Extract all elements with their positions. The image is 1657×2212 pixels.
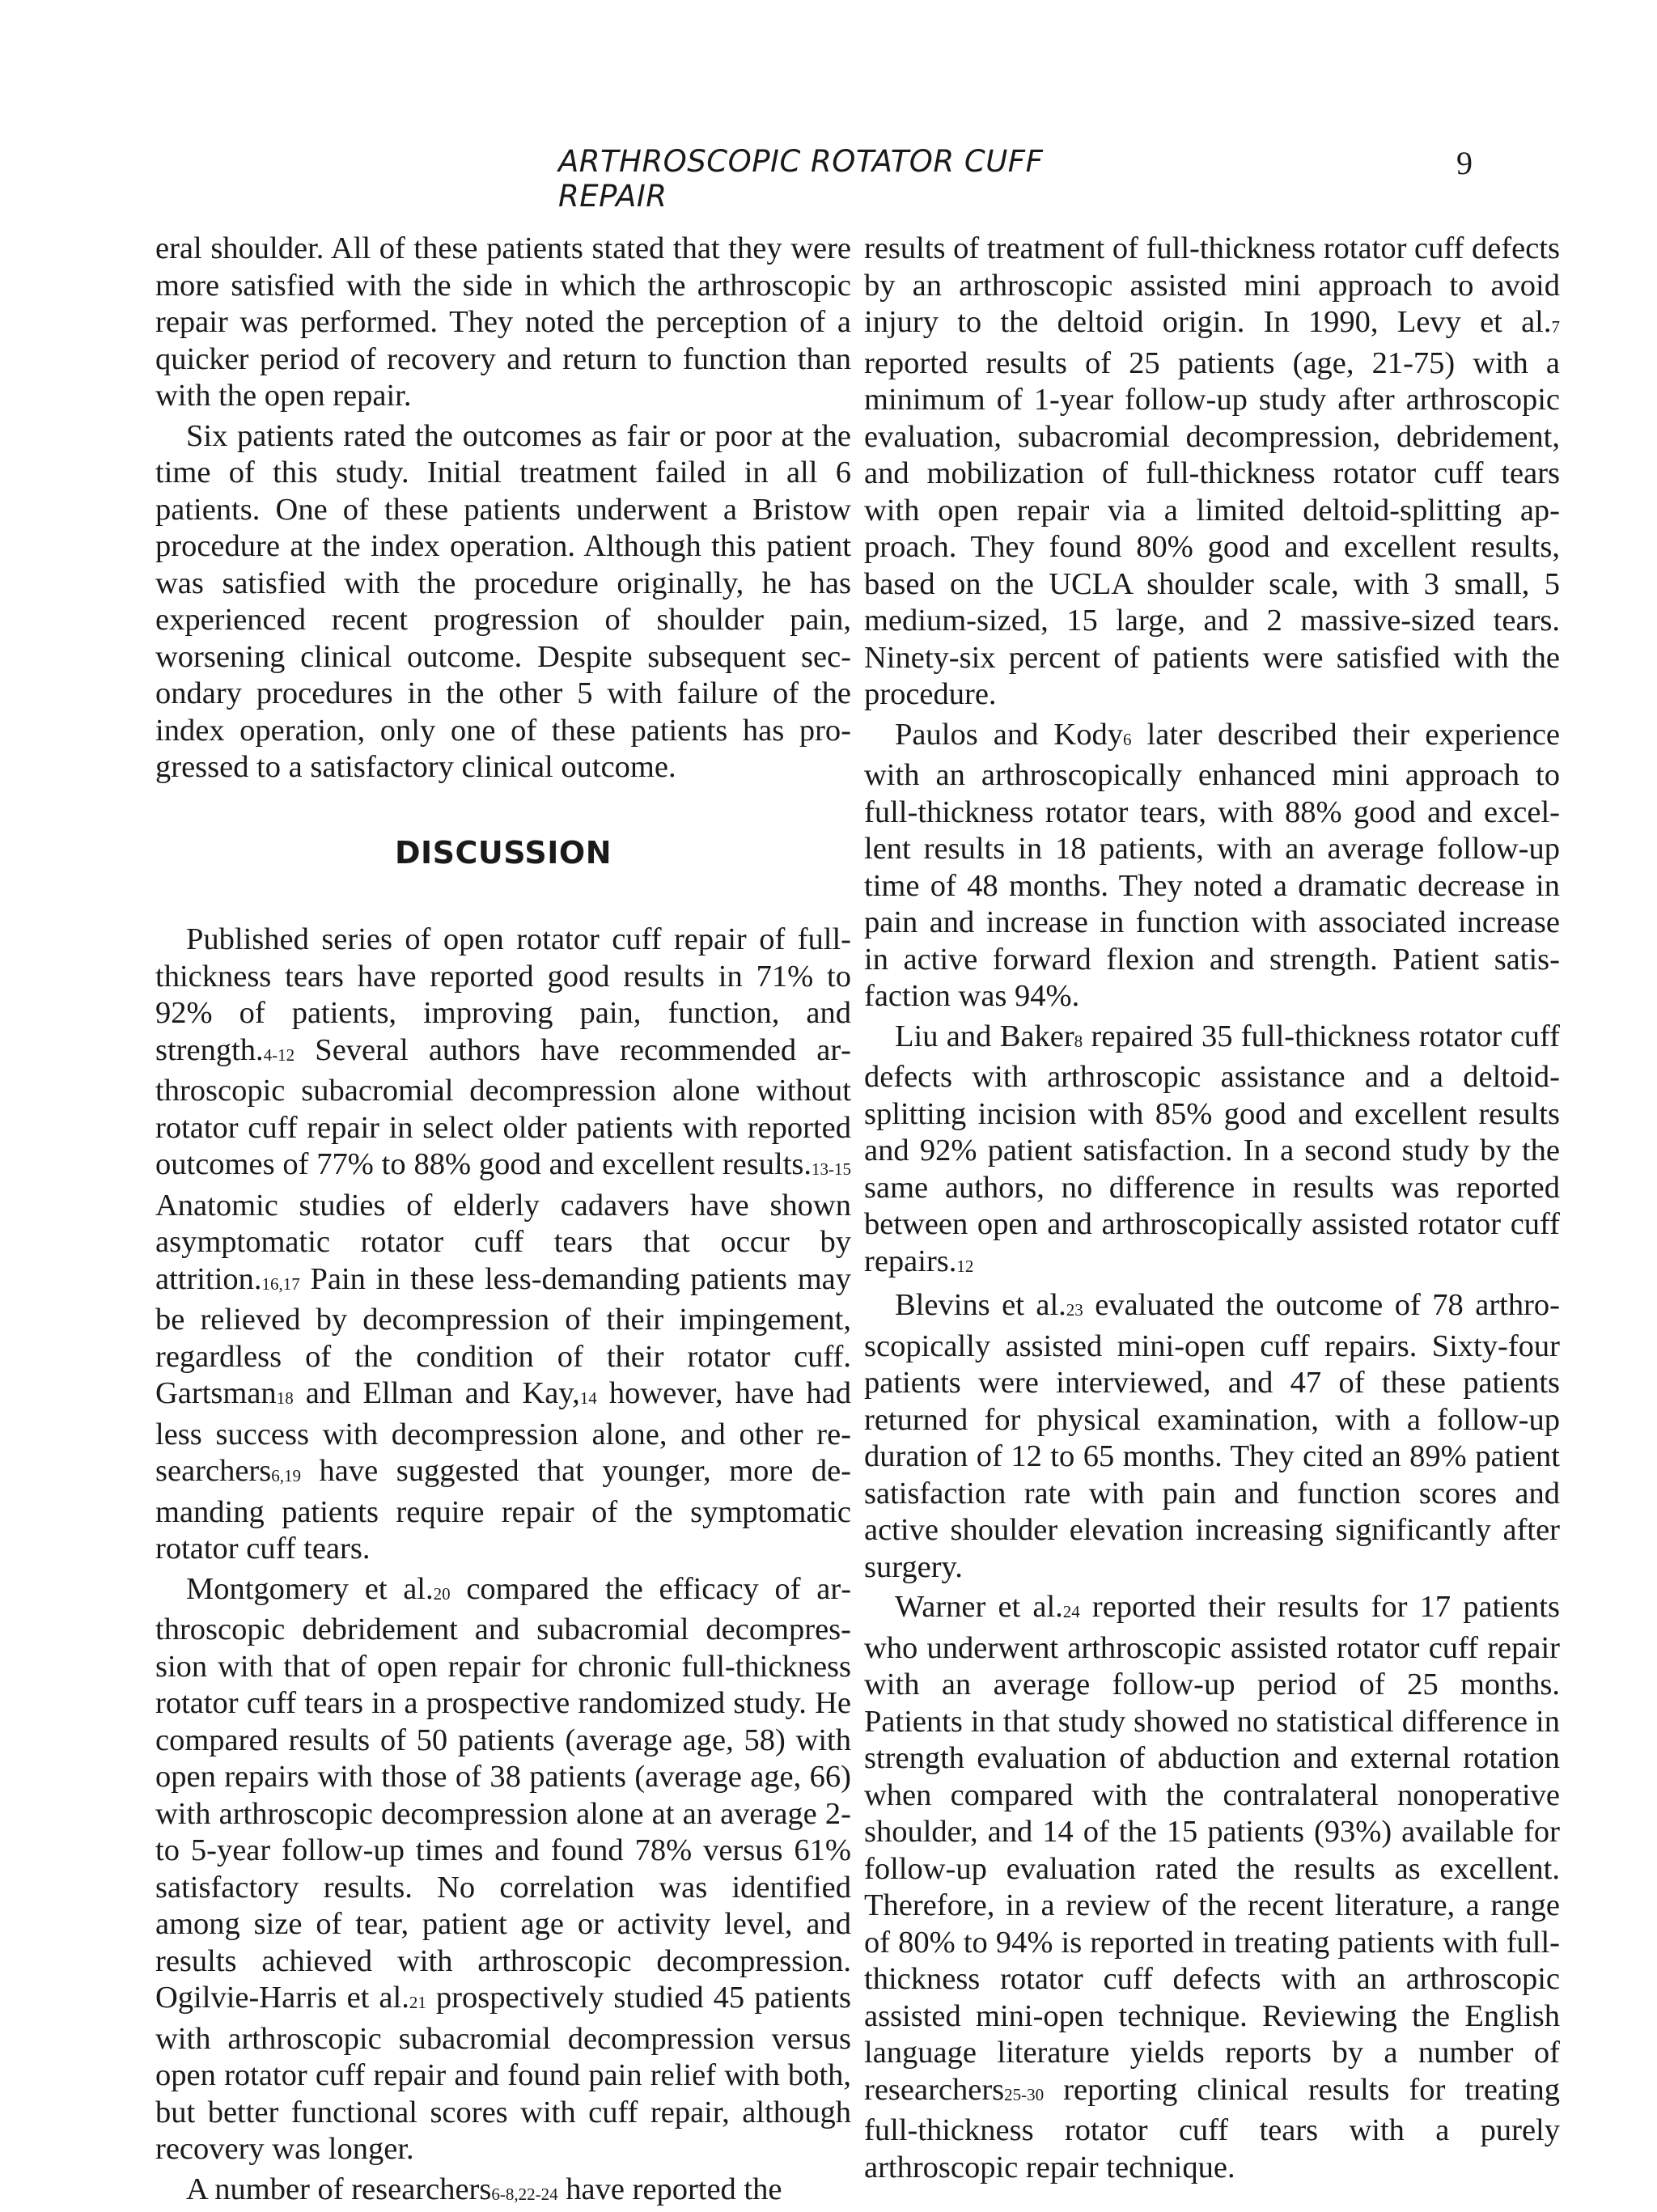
paragraph-text: Anatomic studies of elderly cadavers have shown asymptomatic rotator cuff tears that occur by attrition. (155, 1189, 851, 1296)
citation-ref: 13-15 (812, 1159, 851, 1179)
running-header (0, 144, 1657, 193)
citation-ref: 25-30 (1004, 2085, 1044, 2104)
paragraph (864, 1589, 1560, 2186)
paragraph-text: however, have had less success with decompression alone, and other researchers (155, 1376, 851, 1488)
paragraph-text: reported their results for 17 patients who underwent arthroscopic assisted rotator cuff repair with an average follow-up period of 25 months. Patients in that study showed no statistical difference in strength evaluation of abduction and external rotation when compared with the contralateral nonoperative shoulder, and 14 of the 15 patients (93%) available for follow-up evaluation rated the results as excellent. Therefore, in a review of the recent literature, a range of 80% to 94% is reported in treating patients with full-thickness rotator cuff defects with an arthroscopic assisted mini-open technique. Reviewing the English language literature yields reports by a number of researchers (864, 1590, 1560, 2107)
citation-ref: 8 (1074, 1032, 1083, 1051)
paragraph (864, 1287, 1560, 1586)
paragraph-text: Paulos and Kody (895, 718, 1123, 752)
paragraph-text: Several authors have recommended arthroscopic subacromial decompression alone without rotator cuff repair in select older patients with reported outcomes of 77% to 88% good and excellent results. (155, 1033, 851, 1182)
paragraph (864, 231, 1560, 714)
running-title: ARTHROSCOPIC ROTATOR CUFF REPAIR (558, 144, 1141, 214)
paragraph (155, 2172, 851, 2212)
citation-ref: 24 (1063, 1602, 1080, 1621)
paragraph-text: repaired 35 full-thickness rotator cuff defects with arthroscopic assistance and a deltoid-splitting incision with 85% good and excellent results and 92% patient satisfaction. In a second study by the same authors, no difference in results was reported between open and arthroscopically assisted rotator cuff repairs. (864, 1019, 1560, 1278)
paragraph-text: reported results of 25 patients (age, 21-75) with a minimum of 1-year follow-up study after arthroscopic evaluation, subacromial decompression, debridement, and mobilization of full-thickness rotator cuff tears with open repair via a limited deltoid-splitting approach. They found 80% good and excellent results, based on the UCLA shoulder scale, with 3 small, 5 medium-sized, 15 large, and 2 massive-sized tears. Ninety-six percent of patients were satisfied with the procedure. (864, 346, 1560, 712)
citation-ref: 18 (277, 1388, 294, 1408)
paragraph-text: and Ellman and Kay, (294, 1376, 580, 1410)
paragraph-text: Pain in these less-demanding patients may be relieved by decompression of their impingement, regardless of the condition of their rotator cuff. Gartsman (155, 1262, 851, 1411)
citation-ref: 20 (434, 1584, 451, 1604)
paragraph-text: have reported the (558, 2172, 782, 2206)
paragraph-text: A number of researchers (186, 2172, 491, 2206)
paragraph-text: Warner et al. (895, 1590, 1063, 1624)
paragraph-text: results of treatment of full-thickness rotator cuff defects by an arthroscopic assisted mini approach to avoid injury to the deltoid origin. In 1990, Levy et al. (864, 231, 1560, 339)
paragraph-text: later described their experience with an arthroscopically enhanced mini approach to full-thickness rotator tears, with 88% good and excellent results in 18 patients, with an average follow-up time of 48 months. They noted a dramatic decrease in pain and increase in function with associated increase in active forward flexion and strength. Patient satisfaction was 94%. (864, 718, 1560, 1014)
paragraph-text: Blevins et al. (895, 1288, 1066, 1322)
section-heading: DISCUSSION (155, 835, 851, 872)
citation-ref: 6,19 (271, 1466, 301, 1485)
paragraph-text: compared the efficacy of arthroscopic debridement and subacromial decompression with that of open repair for chronic full-thickness rotator cuff tears in a prospective randomized study. He compared results of 50 patients (average age, 58) with open repairs with those of 38 patients (average age, 66) with arthroscopic decompression alone at an average 2- to 5-year follow-up times and found 78% versus 61% satisfactory results. No correlation was identified among size of tear, patient age or activity level, and results achieved with arthroscopic decompression. Ogilvie-Harris et al. (155, 1572, 851, 2015)
page-number: 9 (1456, 144, 1473, 182)
paragraph (864, 1019, 1560, 1285)
paragraph-text: prospectively studied 45 patients with arthroscopic subacromial decompression versus open rotator cuff repair and found pain relief with both, but better functional scores with cuff repair, although recovery was longer. (155, 1981, 851, 2166)
left-column (155, 231, 851, 2212)
right-column (864, 231, 1560, 2186)
citation-ref: 6-8,22-24 (491, 2184, 557, 2204)
paragraph (155, 922, 851, 1568)
paragraph-text: Six patients rated the outcomes as fair or poor at the time of this study. Initial treatment failed in all 6 patients. One of these patients underwent a Bristow procedure at the index operation. Although this patient was satisfied with the procedure originally, he has experienced recent progression of shoulder pain, worsening clinical outcome. Despite subsequent secondary procedures in the other 5 with failure of the index operation, only one of these patients has progressed to a satisfactory clinical outcome. (155, 419, 851, 785)
paragraph (155, 1571, 851, 2168)
paragraph-text: eral shoulder. All of these patients stated that they were more satisfied with the side in which the arthroscopic repair was performed. They noted the perception of a quicker period of recovery and return to function than with the open repair. (155, 231, 851, 413)
paragraph (155, 418, 851, 786)
paragraph (155, 231, 851, 415)
citation-ref: 6 (1123, 730, 1132, 749)
paragraph-text: Montgomery et al. (186, 1572, 434, 1606)
paragraph-text: Liu and Baker (895, 1019, 1074, 1053)
citation-ref: 16,17 (262, 1274, 300, 1294)
citation-ref: 4-12 (264, 1045, 295, 1065)
citation-ref: 23 (1066, 1300, 1083, 1320)
paragraph-text: have suggested that younger, more demanding patients require repair of the symptomatic rotator cuff tears. (155, 1454, 851, 1566)
citation-ref: 7 (1552, 317, 1561, 337)
paragraph-text: Published series of open rotator cuff repair of full-thickness tears have reported good results in 71% to 92% of patients, improving pain, function, and strength. (155, 922, 851, 1067)
paragraph (864, 717, 1560, 1015)
citation-ref: 12 (956, 1256, 973, 1276)
paragraph-text: reporting clinical results for treating full-thickness rotator cuff tears with a purely arthroscopic repair technique. (864, 2073, 1560, 2184)
citation-ref: 21 (409, 1993, 426, 2012)
paragraph-text: evaluated the outcome of 78 arthroscopically assisted mini-open cuff repairs. Sixty-four patients were interviewed, and 47 of these patients returned for physical examination, with a follow-up duration of 12 to 65 months. They cited an 89% patient satisfaction rate with pain and function scores and active shoulder elevation increasing significantly after surgery. (864, 1288, 1560, 1584)
citation-ref: 14 (580, 1388, 597, 1408)
